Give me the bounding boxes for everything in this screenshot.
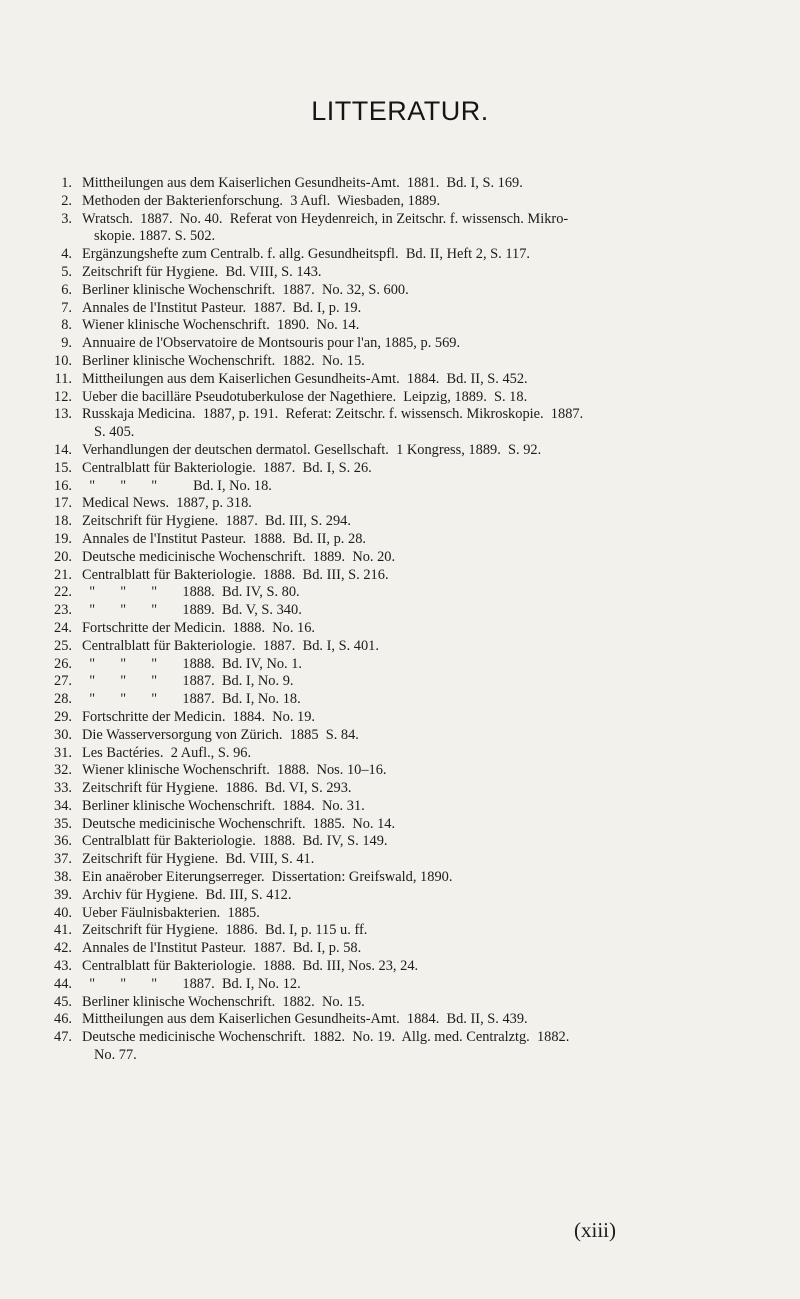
reference-item: [46, 317, 791, 335]
reference-item: [46, 1029, 791, 1065]
reference-text: " " " 1887. Bd. I, No. 18.: [82, 691, 301, 708]
reference-item: [46, 531, 791, 549]
reference-item: [46, 638, 791, 656]
reference-number: 16.: [54, 477, 72, 494]
reference-number: 8.: [61, 317, 72, 334]
reference-item: [46, 584, 791, 602]
reference-item: [46, 478, 791, 496]
reference-number: 13.: [54, 406, 72, 423]
reference-text: Zeitschrift für Hygiene. 1887. Bd. III, S. 294.: [82, 513, 351, 530]
reference-number: 3.: [61, 210, 72, 227]
reference-text: Centralblatt für Bakteriologie. 1888. Bd. III, Nos. 23, 24.: [82, 958, 419, 975]
reference-number: 4.: [61, 246, 72, 263]
reference-text: " " " 1889. Bd. V, S. 340.: [82, 602, 302, 619]
reference-text: " " " 1887. Bd. I, No. 9.: [82, 673, 294, 690]
reference-item: [46, 389, 791, 407]
reference-text: Annales de l'Institut Pasteur. 1887. Bd. I, p. 58.: [82, 940, 362, 957]
reference-number: 11.: [54, 370, 72, 387]
reference-item: [46, 887, 791, 905]
reference-number: 14.: [54, 441, 72, 458]
reference-number: 12.: [54, 388, 72, 405]
reference-number: 31.: [54, 744, 72, 761]
reference-number: 15.: [54, 459, 72, 476]
reference-text: Ueber die bacilläre Pseudotuberkulose der Nagethiere. Leipzig, 1889. S. 18.: [82, 388, 528, 405]
reference-number: 37.: [54, 851, 72, 868]
reference-item: [46, 994, 791, 1012]
reference-text: Zeitschrift für Hygiene. Bd. VIII, S. 41.: [82, 851, 315, 868]
reference-text: Deutsche medicinische Wochenschrift. 1882. No. 19. Allg. med. Centralztg. 1882.: [82, 1029, 570, 1046]
page-number: (xiii): [574, 1218, 616, 1242]
reference-text: Mittheilungen aus dem Kaiserlichen Gesundheits-Amt. 1884. Bd. II, S. 452.: [82, 370, 528, 387]
reference-number: 2.: [61, 192, 72, 209]
reference-number: 36.: [54, 833, 72, 850]
reference-number: 44.: [54, 975, 72, 992]
reference-item: [46, 709, 791, 727]
reference-item: [46, 727, 791, 745]
reference-item: [46, 833, 791, 851]
reference-item: [46, 371, 791, 389]
reference-number: 47.: [54, 1029, 72, 1046]
reference-text: Centralblatt für Bakteriologie. 1888. Bd. IV, S. 149.: [82, 833, 388, 850]
reference-continuation: skopie. 1887. S. 502.: [94, 228, 216, 245]
reference-text: Verhandlungen der deutschen dermatol. Gesellschaft. 1 Kongress, 1889. S. 92.: [82, 441, 542, 458]
reference-item: [46, 335, 791, 353]
reference-continuation: S. 405.: [94, 424, 135, 441]
reference-text: Methoden der Bakterienforschung. 3 Aufl. Wiesbaden, 1889.: [82, 192, 441, 209]
reference-text: Mittheilungen aus dem Kaiserlichen Gesundheits-Amt. 1884. Bd. II, S. 439.: [82, 1011, 528, 1028]
reference-number: 39.: [54, 886, 72, 903]
reference-number: 6.: [61, 281, 72, 298]
reference-number: 19.: [54, 530, 72, 547]
reference-item: [46, 762, 791, 780]
page-title: LITTERATUR.: [311, 96, 489, 126]
reference-item: [46, 567, 791, 585]
reference-item: [46, 246, 791, 264]
reference-item: [46, 745, 791, 763]
reference-text: Berliner klinische Wochenschrift. 1884. No. 31.: [82, 797, 365, 814]
reference-text: Ergänzungshefte zum Centralb. f. allg. Gesundheitspfl. Bd. II, Heft 2, S. 117.: [82, 246, 531, 263]
reference-text: Ueber Fäulnisbakterien. 1885.: [82, 904, 260, 921]
reference-item: [46, 851, 791, 869]
reference-number: 18.: [54, 513, 72, 530]
reference-text: Deutsche medicinische Wochenschrift. 1889. No. 20.: [82, 548, 396, 565]
reference-text: Zeitschrift für Hygiene. 1886. Bd. I, p. 115 u. ff.: [82, 922, 368, 939]
reference-text: Berliner klinische Wochenschrift. 1887. No. 32, S. 600.: [82, 281, 409, 298]
reference-text: Centralblatt für Bakteriologie. 1887. Bd. I, S. 401.: [82, 637, 379, 654]
reference-item: [46, 460, 791, 478]
reference-item: [46, 620, 791, 638]
reference-text: Zeitschrift für Hygiene. Bd. VIII, S. 143.: [82, 263, 322, 280]
reference-text: Ein anaërober Eiterungserreger. Dissertation: Greifswald, 1890.: [82, 869, 453, 886]
reference-text: Die Wasserversorgung von Zürich. 1885 S. 84.: [82, 726, 359, 743]
reference-number: 21.: [54, 566, 72, 583]
reference-item: [46, 922, 791, 940]
reference-number: 40.: [54, 904, 72, 921]
reference-item: [46, 442, 791, 460]
reference-text: " " " Bd. I, No. 18.: [82, 477, 272, 494]
reference-item: [46, 495, 791, 513]
reference-text: Archiv für Hygiene. Bd. III, S. 412.: [82, 886, 292, 903]
reference-number: 45.: [54, 993, 72, 1010]
reference-text: " " " 1887. Bd. I, No. 12.: [82, 975, 301, 992]
reference-item: [46, 673, 791, 691]
reference-item: [46, 602, 791, 620]
reference-number: 17.: [54, 495, 72, 512]
reference-item: [46, 816, 791, 834]
reference-item: [46, 300, 791, 318]
reference-text: Annuaire de l'Observatoire de Montsouris pour l'an, 1885, p. 569.: [82, 335, 461, 352]
reference-text: Fortschritte der Medicin. 1884. No. 19.: [82, 708, 316, 725]
reference-number: 22.: [54, 584, 72, 601]
reference-text: Les Bactéries. 2 Aufl., S. 96.: [82, 744, 252, 761]
reference-text: Berliner klinische Wochenschrift. 1882. No. 15.: [82, 352, 365, 369]
reference-number: 42.: [54, 940, 72, 957]
reference-number: 35.: [54, 815, 72, 832]
reference-number: 46.: [54, 1011, 72, 1028]
reference-item: [46, 976, 791, 994]
reference-number: 27.: [54, 673, 72, 690]
reference-text: Fortschritte der Medicin. 1888. No. 16.: [82, 619, 316, 636]
reference-number: 29.: [54, 708, 72, 725]
reference-item: [46, 264, 791, 282]
reference-text: Berliner klinische Wochenschrift. 1882. No. 15.: [82, 993, 365, 1010]
reference-text: Wratsch. 1887. No. 40. Referat von Heydenreich, in Zeitschr. f. wissensch. Mikro-: [82, 210, 569, 227]
reference-number: 7.: [61, 299, 72, 316]
reference-text: Mittheilungen aus dem Kaiserlichen Gesundheits-Amt. 1881. Bd. I, S. 169.: [82, 175, 523, 191]
reference-number: 26.: [54, 655, 72, 672]
reference-text: Annales de l'Institut Pasteur. 1887. Bd. I, p. 19.: [82, 299, 362, 316]
reference-text: Medical News. 1887, p. 318.: [82, 495, 252, 512]
reference-number: 24.: [54, 619, 72, 636]
reference-item: [46, 211, 791, 247]
reference-text: Centralblatt für Bakteriologie. 1887. Bd. I, S. 26.: [82, 459, 372, 476]
reference-number: 28.: [54, 691, 72, 708]
reference-number: 1.: [61, 175, 72, 191]
reference-number: 33.: [54, 780, 72, 797]
reference-item: [46, 780, 791, 798]
reference-item: [46, 175, 791, 193]
reference-item: [46, 193, 791, 211]
reference-number: 10.: [54, 352, 72, 369]
reference-text: Wiener klinische Wochenschrift. 1888. Nos. 10–16.: [82, 762, 387, 779]
reference-text: Centralblatt für Bakteriologie. 1888. Bd. III, S. 216.: [82, 566, 389, 583]
reference-item: [46, 656, 791, 674]
reference-item: [46, 406, 791, 442]
reference-item: [46, 549, 791, 567]
reference-number: 30.: [54, 726, 72, 743]
reference-item: [46, 691, 791, 709]
reference-item: [46, 353, 791, 371]
reference-number: 34.: [54, 797, 72, 814]
reference-continuation: No. 77.: [94, 1047, 137, 1064]
reference-text: " " " 1888. Bd. IV, S. 80.: [82, 584, 300, 601]
reference-item: [46, 1011, 791, 1029]
reference-number: 43.: [54, 958, 72, 975]
reference-text: Russkaja Medicina. 1887, p. 191. Referat: Zeitschr. f. wissensch. Mikroskopie. 1887.: [82, 406, 584, 423]
reference-item: [46, 282, 791, 300]
reference-item: [46, 513, 791, 531]
reference-number: 32.: [54, 762, 72, 779]
reference-text: " " " 1888. Bd. IV, No. 1.: [82, 655, 303, 672]
reference-text: Annales de l'Institut Pasteur. 1888. Bd. II, p. 28.: [82, 530, 366, 547]
reference-item: [46, 905, 791, 923]
reference-list: [46, 175, 791, 1065]
reference-number: 20.: [54, 548, 72, 565]
reference-number: 5.: [61, 263, 72, 280]
reference-text: Zeitschrift für Hygiene. 1886. Bd. VI, S. 293.: [82, 780, 352, 797]
reference-text: Wiener klinische Wochenschrift. 1890. No. 14.: [82, 317, 360, 334]
reference-number: 23.: [54, 602, 72, 619]
reference-number: 25.: [54, 637, 72, 654]
reference-number: 38.: [54, 869, 72, 886]
reference-item: [46, 798, 791, 816]
reference-item: [46, 958, 791, 976]
reference-item: [46, 869, 791, 887]
reference-number: 9.: [61, 335, 72, 352]
reference-item: [46, 940, 791, 958]
reference-text: Deutsche medicinische Wochenschrift. 1885. No. 14.: [82, 815, 396, 832]
reference-number: 41.: [54, 922, 72, 939]
